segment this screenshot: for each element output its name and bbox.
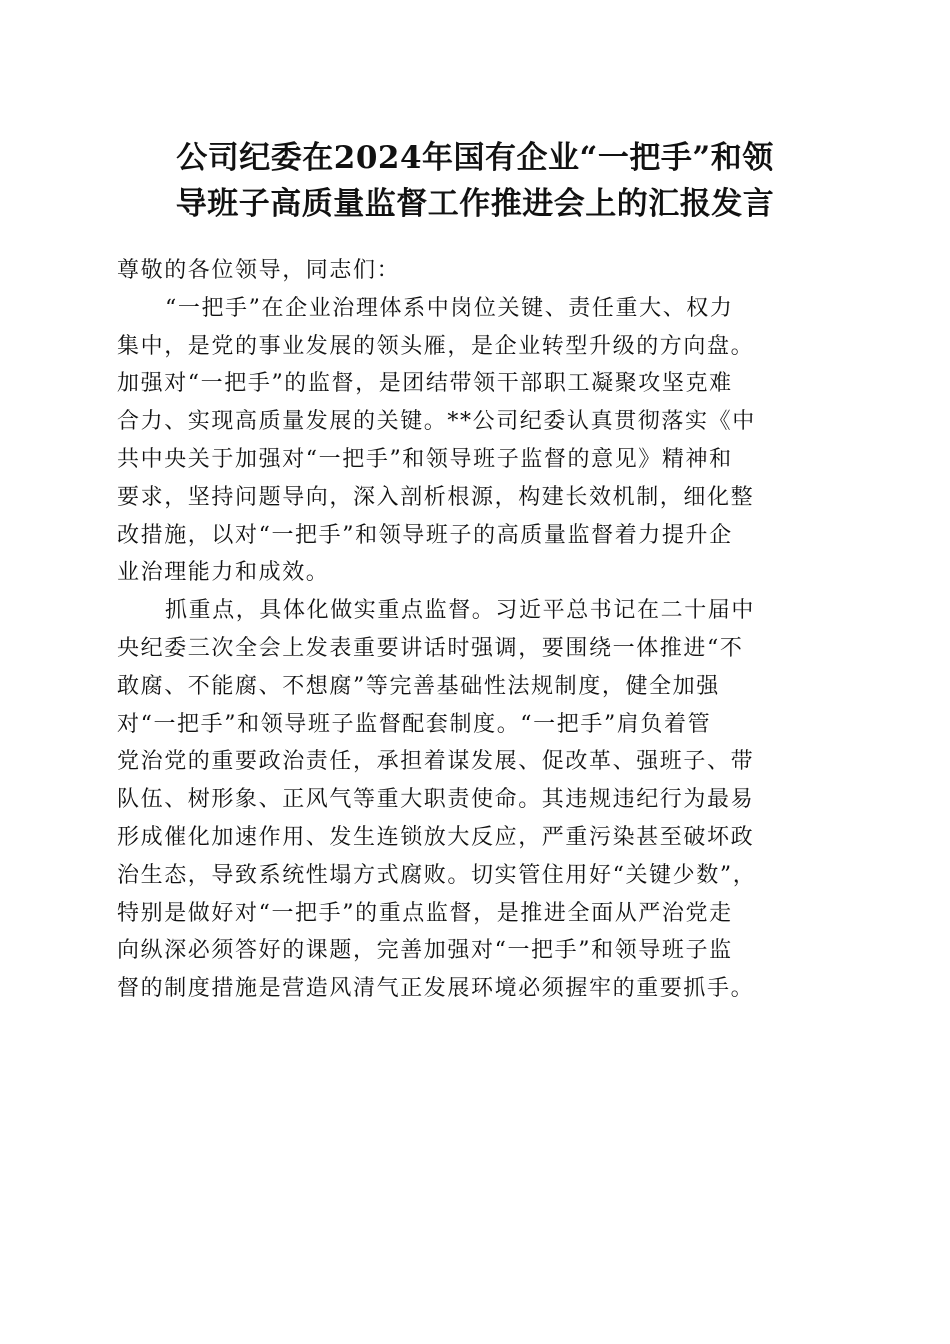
paragraph-line: 业治理能力和成效。 <box>117 560 330 586</box>
paragraph-line: 对“一把手”和领导班子监督配套制度。“一把手”肩负着管 <box>117 711 712 737</box>
document-title <box>110 135 840 227</box>
paragraph-line: 队伍、树形象、正风气等重大职责使命。其违规违纪行为最易 <box>117 787 755 813</box>
paragraph-line: 抓重点，具体化做实重点监督。习近平总书记在二十届中 <box>165 598 756 624</box>
salutation: 尊敬的各位领导，同志们： <box>117 258 401 283</box>
paragraph-line: 集中，是党的事业发展的领头雁，是企业转型升级的方向盘。 <box>117 333 755 359</box>
paragraph-line: 向纵深必须答好的课题，完善加强对“一把手”和领导班子监 <box>117 938 733 964</box>
title-line: 公司纪委在2024年国有企业“一把手”和领 <box>176 140 774 176</box>
paragraph-line: 改措施，以对“一把手”和领导班子的高质量监督着力提升企 <box>117 522 733 548</box>
title-line: 导班子高质量监督工作推进会上的汇报发言 <box>175 186 775 222</box>
paragraph-line: 加强对“一把手”的监督，是团结带领干部职工凝聚攻坚克难 <box>117 371 733 397</box>
paragraph-line: 治生态，导致系统性塌方式腐败。切实管住用好“关键少数”， <box>117 862 757 888</box>
paragraph-line: 督的制度措施是营造风清气正发展环境必须握牢的重要抓手。 <box>117 976 755 1002</box>
paragraph-line: 敢腐、不能腐、不想腐”等完善基础性法规制度，健全加强 <box>117 673 720 699</box>
paragraph-line: 要求，坚持问题导向，深入剖析根源，构建长效机制，细化整 <box>117 484 755 510</box>
paragraph-line: 形成催化加速作用、发生连锁放大反应，严重污染甚至破坏政 <box>117 824 755 850</box>
document-body <box>117 252 829 1008</box>
paragraph-line: 特别是做好对“一把手”的重点监督，是推进全面从严治党走 <box>117 900 733 926</box>
paragraph-line: “一把手”在企业治理体系中岗位关键、责任重大、权力 <box>165 295 734 321</box>
paragraph-line: 共中央关于加强对“一把手”和领导班子监督的意见》精神和 <box>117 446 733 472</box>
paragraph-2 <box>117 592 829 1008</box>
paragraph-line: 央纪委三次全会上发表重要讲话时强调，要围绕一体推进“不 <box>117 635 744 661</box>
paragraph-line: 合力、实现高质量发展的关键。**公司纪委认真贯彻落实《中 <box>117 409 756 435</box>
paragraph-line: 党治党的重要政治责任，承担着谋发展、促改革、强班子、带 <box>117 749 755 775</box>
paragraph-1 <box>117 290 829 592</box>
